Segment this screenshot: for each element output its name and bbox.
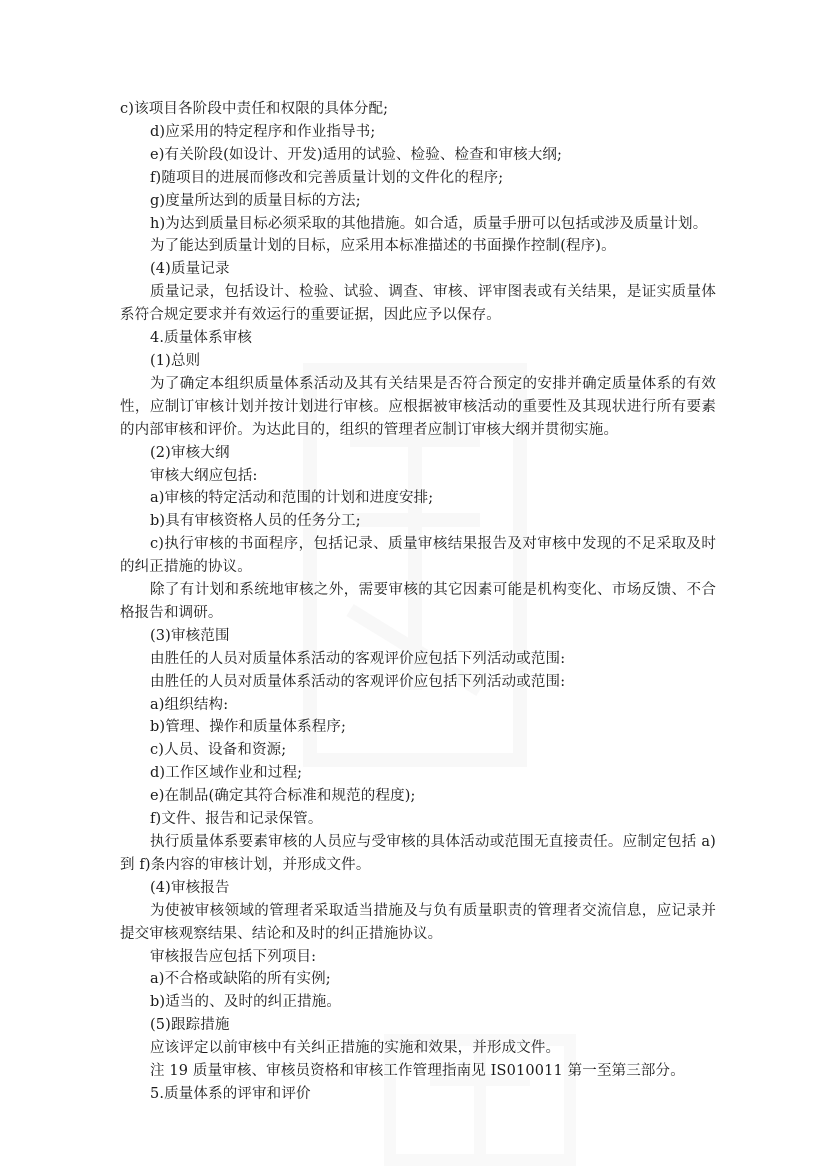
text-line: (4)质量记录 (150, 261, 230, 278)
text-line: d)应采用的特定程序和作业指导书; (150, 123, 376, 140)
text-line: 审核报告应包括下列项目: (150, 948, 317, 965)
text-line: c)执行审核的书面程序，包括记录、质量审核结果报告及对审核中发现的不足采取及时的纠正措施的协议。 (120, 536, 716, 576)
text-line: f)文件、报告和记录保管。 (150, 811, 323, 828)
text-line: g)度量所达到的质量目标的方法; (150, 192, 361, 209)
text-line: c)该项目各阶段中责任和权限的具体分配; (120, 101, 389, 117)
text-line: e)有关阶段(如设计、开发)适用的试验、检验、检查和审核大纲; (150, 146, 563, 163)
text-line: 执行质量体系要素审核的人员应与受审核的具体活动或范围无直接责任。应制定包括 a)到 f)条内容的审核计划，并形成文件。 (120, 834, 716, 873)
text-line: d)工作区域作业和过程; (150, 765, 303, 782)
text-line: 4.质量体系审核 (150, 330, 253, 347)
text-line: 由胜任的人员对质量体系活动的客观评价应包括下列活动或范围: (150, 650, 566, 667)
text-line: 注 19 质量审核、审核员资格和审核工作管理指南见 IS010011 第一至第三部分。 (150, 1063, 685, 1080)
text-line: 由胜任的人员对质量体系活动的客观评价应包括下列活动或范围: (150, 673, 566, 690)
text-line: (4)审核报告 (150, 879, 230, 896)
text-line: a)组织结构: (150, 696, 229, 713)
text-line: 为了能达到质量计划的目标，应采用本标准描述的书面操作控制(程序)。 (150, 238, 616, 255)
text-line: (5)跟踪措施 (150, 1017, 230, 1034)
text-line: 5.质量体系的评审和评价 (150, 1085, 311, 1102)
document-body (120, 98, 716, 1106)
text-line: 为了确定本组织质量体系活动及其有关结果是否符合预定的安排并确定质量体系的有效性，应制订审核计划并按计划进行审核。应根据被审核活动的重要性及其现状进行所有要素的内部审核和评价。为达此目的，组织的管理者应制订审核大纲并贯彻实施。 (120, 375, 716, 438)
text-line: 除了有计划和系统地审核之外，需要审核的其它因素可能是机构变化、市场反馈、不合格报告和调研。 (120, 582, 716, 621)
text-line: a)审核的特定活动和范围的计划和进度安排; (150, 490, 434, 507)
text-line: (1)总则 (150, 352, 201, 369)
text-line: b)管理、操作和质量体系程序; (150, 719, 347, 736)
text-line: 审核大纲应包括: (150, 467, 258, 484)
text-line: 质量记录，包括设计、检验、试验、调查、审核、评审图表或有关结果，是证实质量体系符合规定要求并有效运行的重要证据，因此应予以保存。 (120, 284, 716, 324)
text-line: (3)审核范围 (150, 627, 230, 644)
text-line: b)具有审核资格人员的任务分工; (150, 513, 361, 530)
text-line: h)为达到质量目标必须采取的其他措施。如合适，质量手册可以包括或涉及质量计划。 (150, 215, 708, 232)
text-line: f)随项目的进展而修改和完善质量计划的文件化的程序; (150, 169, 504, 186)
text-line: 应该评定以前审核中有关纠正措施的实施和效果，并形成文件。 (150, 1040, 561, 1057)
text-line: e)在制品(确定其符合标准和规范的程度); (150, 788, 416, 805)
text-line: c)人员、设备和资源; (150, 742, 287, 759)
text-line: 为使被审核领域的管理者采取适当措施及与负有质量职责的管理者交流信息，应记录并提交审核观察结果、结论和及时的纠正措施协议。 (120, 902, 716, 942)
text-line: a)不合格或缺陷的所有实例; (150, 971, 331, 988)
text-line: (2)审核大纲 (150, 444, 230, 461)
text-line: b)适当的、及时的纠正措施。 (150, 994, 342, 1011)
